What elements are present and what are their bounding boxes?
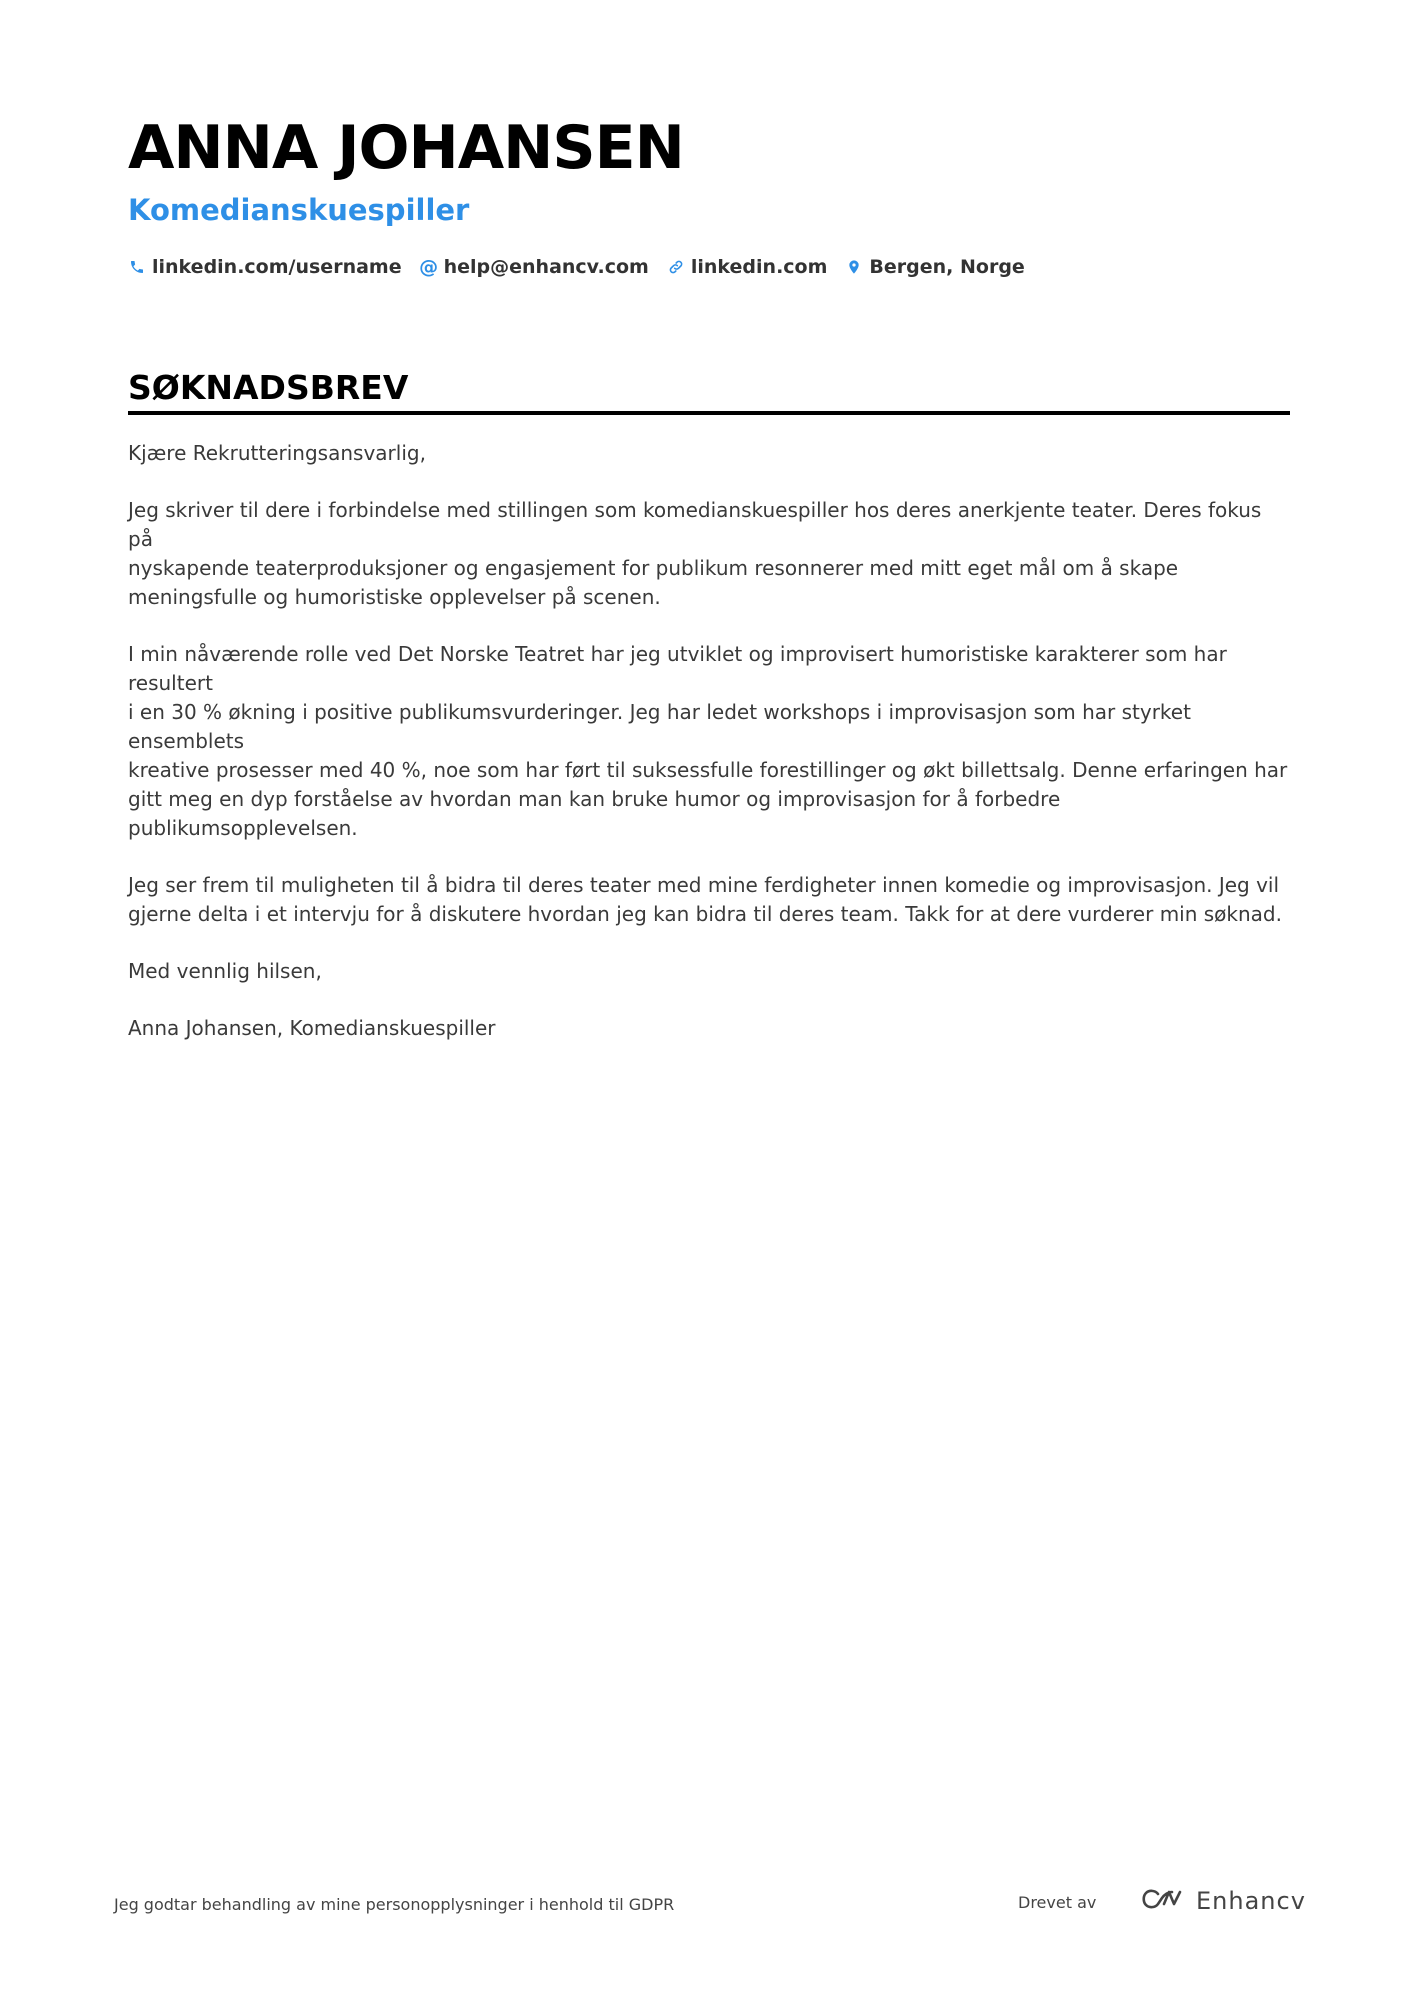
phone-icon (128, 258, 146, 276)
letter-body (128, 439, 1290, 1071)
gdpr-consent-text: Jeg godtar behandling av mine personopplysninger i henhold til GDPR (114, 1895, 675, 1914)
contact-link-text: linkedin.com (690, 256, 828, 278)
letter-signature: Anna Johansen, Komedianskuespiller (128, 1016, 496, 1040)
enhancv-brand[interactable] (1138, 1884, 1306, 1917)
section-title: SØKNADSBREV (128, 368, 409, 407)
contact-email-text: help@enhancv.com (443, 256, 649, 278)
letter-greeting: Kjære Rekrutteringsansvarlig, (128, 441, 426, 465)
enhancv-brand-name: Enhancv (1196, 1886, 1306, 1915)
contact-phone-text: linkedin.com/username (152, 256, 402, 278)
contact-bar (128, 252, 1025, 282)
contact-location (845, 252, 1024, 282)
contact-phone[interactable] (128, 252, 402, 282)
letter-closing: Med vennlig hilsen, (128, 959, 322, 983)
link-icon (667, 258, 685, 276)
candidate-role: Komedianskuespiller (128, 193, 470, 227)
section-divider (128, 411, 1290, 415)
letter-paragraph: I min nåværende rolle ved Det Norske Teatret har jeg utviklet og improvisert humoristiske karakterer som har resultert i en 30 % økning i positive publikumsvurderinger. Jeg har ledet workshops i improvisasjon som har styrket ensemblets kreative prosesser med 40 %, noe som har ført til suksessfulle forestillinger og økt billettsalg. Denne erfaringen har gitt meg en dyp forståelse av hvordan man kan bruke humor og improvisasjon for å forbedre publikumsopplevelsen. (128, 642, 1288, 840)
at-icon: @ (419, 256, 439, 278)
enhancv-logo-icon (1138, 1884, 1186, 1917)
letter-paragraph: Jeg skriver til dere i forbindelse med stillingen som komedianskuespiller hos deres anerkjente teater. Deres fokus på nyskapende teaterproduksjoner og engasjement for publikum resonnerer med mitt eget mål om å skape meningsfulle og humoristiske opplevelser på scenen. (128, 498, 1262, 609)
candidate-name: ANNA JOHANSEN (128, 113, 684, 183)
letter-paragraph: Jeg ser frem til muligheten til å bidra til deres teater med mine ferdigheter innen komedie og improvisasjon. Jeg vil gjerne delta i et intervju for å diskutere hvordan jeg kan bidra til deres team. Takk for at dere vurderer min søknad. (128, 873, 1282, 926)
contact-email[interactable] (420, 252, 649, 282)
powered-by-label: Drevet av (1018, 1893, 1097, 1912)
location-pin-icon (845, 258, 863, 276)
contact-link[interactable] (667, 252, 828, 282)
contact-location-text: Bergen, Norge (869, 256, 1025, 278)
